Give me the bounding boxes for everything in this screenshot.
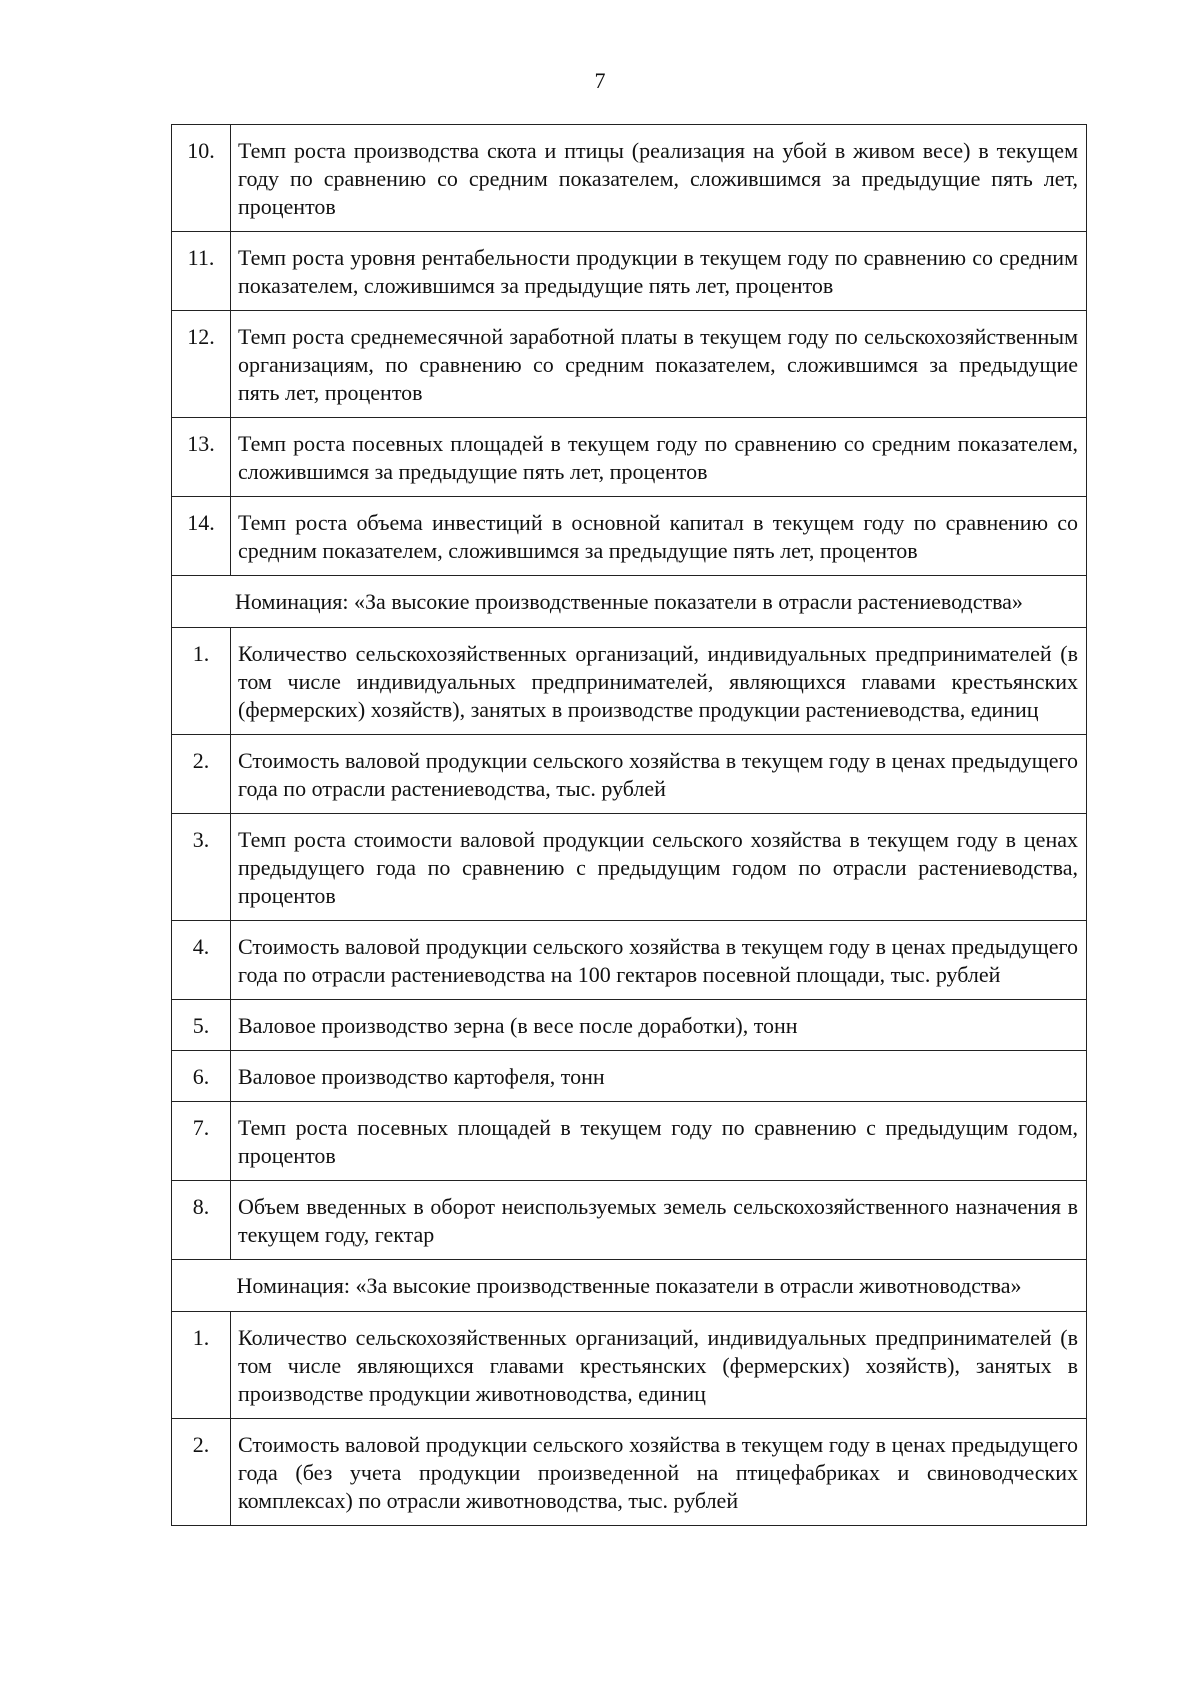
table-row xyxy=(172,814,1087,921)
table-row xyxy=(172,418,1087,497)
row-description: Темп роста объема инвестиций в основной капитал в текущем году по сравнению со средним показателем, сложившимся за предыдущие пять лет, процентов xyxy=(231,497,1087,576)
table-row xyxy=(172,1419,1087,1526)
criteria-table xyxy=(171,124,1087,1526)
section-row xyxy=(172,576,1087,628)
row-number: 12. xyxy=(172,311,231,418)
table-row xyxy=(172,628,1087,735)
row-number: 7. xyxy=(172,1102,231,1181)
row-number: 1. xyxy=(172,1312,231,1419)
section-heading: Номинация: «За высокие производственные показатели в отрасли растениеводства» xyxy=(172,576,1087,628)
table-row xyxy=(172,497,1087,576)
section-heading: Номинация: «За высокие производственные показатели в отрасли животноводства» xyxy=(172,1260,1087,1312)
criteria-table-body xyxy=(172,125,1087,1526)
row-description: Темп роста производства скота и птицы (реализация на убой в живом весе) в текущем году по сравнению со средним показателем, сложившимся за предыдущие пять лет, процентов xyxy=(231,125,1087,232)
row-description: Темп роста посевных площадей в текущем году по сравнению со средним показателем, сложившимся за предыдущие пять лет, процентов xyxy=(231,418,1087,497)
table-row xyxy=(172,311,1087,418)
row-number: 13. xyxy=(172,418,231,497)
page-number: 7 xyxy=(594,68,606,93)
row-description: Стоимость валовой продукции сельского хозяйства в текущем году в ценах предыдущего года по отрасли растениеводства на 100 гектаров посевной площади, тыс. рублей xyxy=(231,921,1087,1000)
section-row xyxy=(172,1260,1087,1312)
row-number: 8. xyxy=(172,1181,231,1260)
row-number: 11. xyxy=(172,232,231,311)
row-number: 3. xyxy=(172,814,231,921)
row-description: Стоимость валовой продукции сельского хозяйства в текущем году в ценах предыдущего года (без учета продукции произведенной на птицефабриках и свиноводческих комплексах) по отрасли животноводства, тыс. рублей xyxy=(231,1419,1087,1526)
table-row xyxy=(172,921,1087,1000)
row-number: 4. xyxy=(172,921,231,1000)
table-row xyxy=(172,1102,1087,1181)
row-number: 5. xyxy=(172,1000,231,1051)
table-row xyxy=(172,735,1087,814)
row-description: Темп роста посевных площадей в текущем году по сравнению с предыдущим годом, процентов xyxy=(231,1102,1087,1181)
row-description: Объем введенных в оборот неиспользуемых земель сельскохозяйственного назначения в текущем году, гектар xyxy=(231,1181,1087,1260)
row-description: Количество сельскохозяйственных организаций, индивидуальных предпринимателей (в том числе являющихся главами крестьянских (фермерских) хозяйств), занятых в производстве продукции животноводства, единиц xyxy=(231,1312,1087,1419)
row-number: 2. xyxy=(172,1419,231,1526)
table-row xyxy=(172,1181,1087,1260)
table-row xyxy=(172,1312,1087,1419)
table-row xyxy=(172,232,1087,311)
row-description: Темп роста стоимости валовой продукции сельского хозяйства в текущем году в ценах предыдущего года по сравнению с предыдущим годом по отрасли растениеводства, процентов xyxy=(231,814,1087,921)
table-row xyxy=(172,125,1087,232)
row-description: Валовое производство зерна (в весе после доработки), тонн xyxy=(231,1000,1087,1051)
row-description: Количество сельскохозяйственных организаций, индивидуальных предпринимателей (в том числе индивидуальных предпринимателей, являющихся главами крестьянских (фермерских) хозяйств), занятых в производстве продукции растениеводства, единиц xyxy=(231,628,1087,735)
row-number: 14. xyxy=(172,497,231,576)
table-row xyxy=(172,1000,1087,1051)
table-row xyxy=(172,1051,1087,1102)
row-number: 2. xyxy=(172,735,231,814)
row-number: 1. xyxy=(172,628,231,735)
row-description: Валовое производство картофеля, тонн xyxy=(231,1051,1087,1102)
row-description: Стоимость валовой продукции сельского хозяйства в текущем году в ценах предыдущего года по отрасли растениеводства, тыс. рублей xyxy=(231,735,1087,814)
row-number: 10. xyxy=(172,125,231,232)
row-number: 6. xyxy=(172,1051,231,1102)
row-description: Темп роста среднемесячной заработной платы в текущем году по сельскохозяйственным организациям, по сравнению со средним показателем, сложившимся за предыдущие пять лет, процентов xyxy=(231,311,1087,418)
row-description: Темп роста уровня рентабельности продукции в текущем году по сравнению со средним показателем, сложившимся за предыдущие пять лет, процентов xyxy=(231,232,1087,311)
